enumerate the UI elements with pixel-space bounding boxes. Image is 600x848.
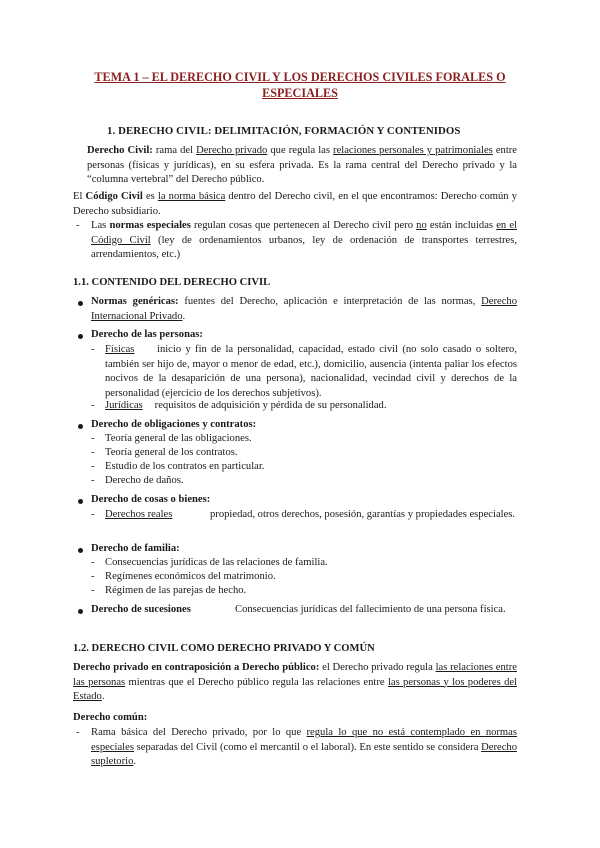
paragraph-bold: Derecho privado en contraposición a Derecho público: [73,662,320,673]
label-underline: Físicas [105,344,135,355]
item-bold: Derecho de familia: [91,543,180,554]
item-underline: regula lo que no está contemplado en normas especiales [91,727,517,753]
item-underline: Derecho supletorio [91,741,517,767]
paragraph-text: dentro del Derecho civil, en el que encontramos: Derecho común y Derecho subsidiario. [73,191,517,217]
paragraph-text: mientras que el Derecho público regula las relaciones entre [125,676,388,688]
list-dash: - [91,475,95,486]
list-dash: - [91,585,95,596]
list-dash: - [91,557,95,568]
derecho-civil-definition [87,144,517,188]
derecho-comun-heading [73,711,147,726]
item-bold: Derecho de obligaciones y contratos: [91,419,257,430]
derecho-privado-paragraph: Derecho privado en contraposición a Derecho público: el Derecho privado regula las relaciones entre las personas mientras que el Derecho público regula las relaciones entre las personas y los poderes del Estado. [73,662,518,702]
codigo-civil-paragraph [73,190,517,219]
paragraph-underline: la norma básica [157,191,226,202]
section-1-1-heading: 1.1. CONTENIDO DEL DERECHO CIVIL [73,277,271,288]
item-text: Rama básica del Derecho privado, por lo que [91,727,307,738]
normas-genericas-item: Normas genéricas: fuentes del Derecho, aplicación e interpretación de las normas, Derecho Internacional Privado. [91,296,518,322]
definition-text: rama del [152,145,197,156]
definition-term: Derecho Civil: [87,145,153,156]
fisicas-text: inicio y fin de la personalidad, capacidad, estado civil (no solo casado o soltero, también ser hijo de, mayor o menor de edad, etc.), domicilio, ausencia (intenta paliar los efectos nocivos de la desaparición de una persona), nacionalidad, vecindad civil y derechos de la personalidad (ejercicio de los derechos subjetivos). [105,344,517,399]
list-dash: - [91,344,95,355]
familia-item: Régimen de las parejas de hecho. [105,585,247,596]
familia-item: Consecuencias jurídicas de las relaciones de familia. [105,557,328,568]
label-underline: Derechos reales [105,509,173,520]
item-underline: Derecho Internacional Privado [91,296,518,322]
obligaciones-item: Teoría general de las obligaciones. [105,433,252,444]
item-text: Las [91,220,110,231]
obligaciones-item: Teoría general de los contratos. [105,447,238,458]
paragraph-bold: Código Civil [85,191,143,202]
title-line-1: TEMA 1 – EL DERECHO CIVIL Y LOS DERECHOS CIVILES FORALES O [94,70,506,84]
list-dash: - [91,433,95,444]
item-bold: Normas genéricas: [91,296,179,307]
item-underline: en el Código Civil [91,220,517,246]
juridicas-item [105,399,387,414]
paragraph-underline: las personas y los poderes del Estado [73,676,518,702]
document-title [70,69,530,101]
bullet [78,301,83,306]
item-text: requisitos de adquisición y pérdida de su personalidad. [154,400,387,411]
section-1-2-heading: 1.2. DERECHO CIVIL COMO DERECHO PRIVADO Y COMÚN [73,643,375,654]
paragraph-bold: Derecho común: [73,712,148,723]
derecho-personas-heading [91,328,203,343]
item-text: regulan cosas que pertenecen al Derecho civil pero [190,220,417,231]
list-dash: - [91,509,95,520]
definition-text: entre personas (físicas y jurídicas), en su esfera privada. Es la rama central del Derecho privado y la “columna vertebral” del Derecho público. [87,145,517,185]
item-underline: no [416,220,427,231]
section-1-heading: 1. DERECHO CIVIL: DELIMITACIÓN, FORMACIÓN Y CONTENIDOS [107,125,461,137]
definition-underline: relaciones personales y patrimoniales [333,145,493,156]
list-dash: - [91,571,95,582]
title-line-2: ESPECIALES [262,86,338,100]
derecho-comun-item: Rama básica del Derecho privado, por lo que regula lo que no está contemplado en normas especiales separadas del Civil (como el mercantil o el laboral). En este sentido se considera Derecho supletorio. [91,727,517,767]
bullet [78,334,83,339]
list-dash: - [76,727,80,738]
paragraph-text: el Derecho privado regula [319,662,436,673]
bullet [78,548,83,553]
item-text: están incluidas [426,220,497,231]
item-text: (ley de ordenamientos urbanos, ley de ordenación de transportes terrestres, arrendamientos, etc.) [91,234,517,260]
list-dash: - [91,400,95,411]
familia-heading [91,542,180,557]
familia-item: Regímenes económicos del matrimonio. [105,571,276,582]
paragraph-underline: las relaciones entre las personas [73,662,517,688]
list-dash: - [91,447,95,458]
normas-especiales-item [91,219,517,263]
item-bold: Derecho de las personas: [91,329,203,340]
definition-underline: Derecho privado [196,145,268,156]
paragraph-text: es [142,191,158,202]
obligaciones-heading [91,418,256,433]
definition-text: que regula las [267,145,334,156]
derechos-reales-text: propiedad, otros derechos, posesión, garantías y propiedades especiales. [210,509,516,520]
label-underline: Jurídicas [105,400,143,411]
list-dash: - [76,220,80,231]
bullet [78,609,83,614]
obligaciones-item: Estudio de los contratos en particular. [105,461,265,472]
item-bold: Derecho de sucesiones [91,604,191,615]
obligaciones-item: Derecho de daños. [105,475,184,486]
paragraph-text: El [73,191,86,202]
list-dash: - [91,461,95,472]
cosas-heading [91,493,210,508]
sucesiones-text: Consecuencias jurídicas del fallecimiento de una persona física. [235,604,506,615]
item-bold: Derecho de cosas o bienes: [91,494,211,505]
item-text: separadas del Civil (como el mercantil o el laboral). En este sentido se considera [133,741,482,753]
bullet [78,424,83,429]
item-text: fuentes del Derecho, aplicación e interpretación de las normas, [178,296,482,307]
bullet [78,499,83,504]
item-bold: normas especiales [109,220,191,231]
